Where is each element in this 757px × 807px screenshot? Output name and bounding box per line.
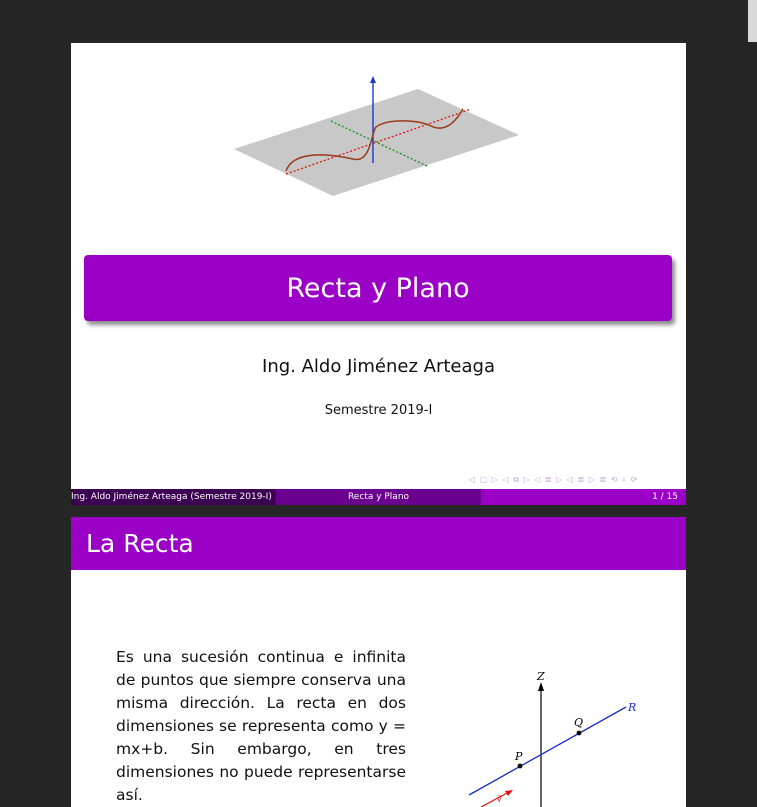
- vector-label: v̄: [497, 795, 502, 804]
- frame-title: [71, 517, 686, 570]
- footer-page-number: 1 / 15: [481, 489, 686, 505]
- footer-author: Ing. Aldo Jiménez Arteaga (Semestre 2019-I): [71, 489, 276, 505]
- point-p-label: P: [515, 750, 523, 763]
- presentation-title: Recta y Plano: [286, 272, 470, 304]
- frame-title-text: La Recta: [86, 529, 194, 558]
- point-q-label: Q: [574, 716, 584, 729]
- line-3d-figure: [461, 667, 651, 807]
- title-slide: [71, 43, 686, 505]
- definition-paragraph: Es una sucesión continua e infinita de puntos que siempre conserva una misma dirección. La recta en dos dimensiones se representa como y = mx+b. Sin embargo, en tres dimensiones no puede representarse así.: [116, 648, 406, 804]
- scrollbar-thumb[interactable]: [748, 0, 757, 42]
- title-banner: [84, 255, 672, 321]
- semester-label: Semestre 2019-I: [324, 403, 433, 418]
- line-r-label: R: [628, 701, 637, 714]
- slide-footer: [71, 489, 686, 505]
- author-name: Ing. Aldo Jiménez Arteaga: [262, 356, 495, 377]
- curve-plane-figure: [231, 71, 531, 201]
- footer-title: Recta y Plano: [276, 489, 481, 505]
- z-axis-label: Z: [537, 670, 545, 683]
- beamer-navigation-controls[interactable]: ◁ ▢ ▷ ◁ ⧉ ▷ ◁ ≣ ▷ ◁ ≣ ▷ ≣ ⟲ ⌕ ⟳: [469, 475, 639, 484]
- content-slide: [71, 517, 686, 807]
